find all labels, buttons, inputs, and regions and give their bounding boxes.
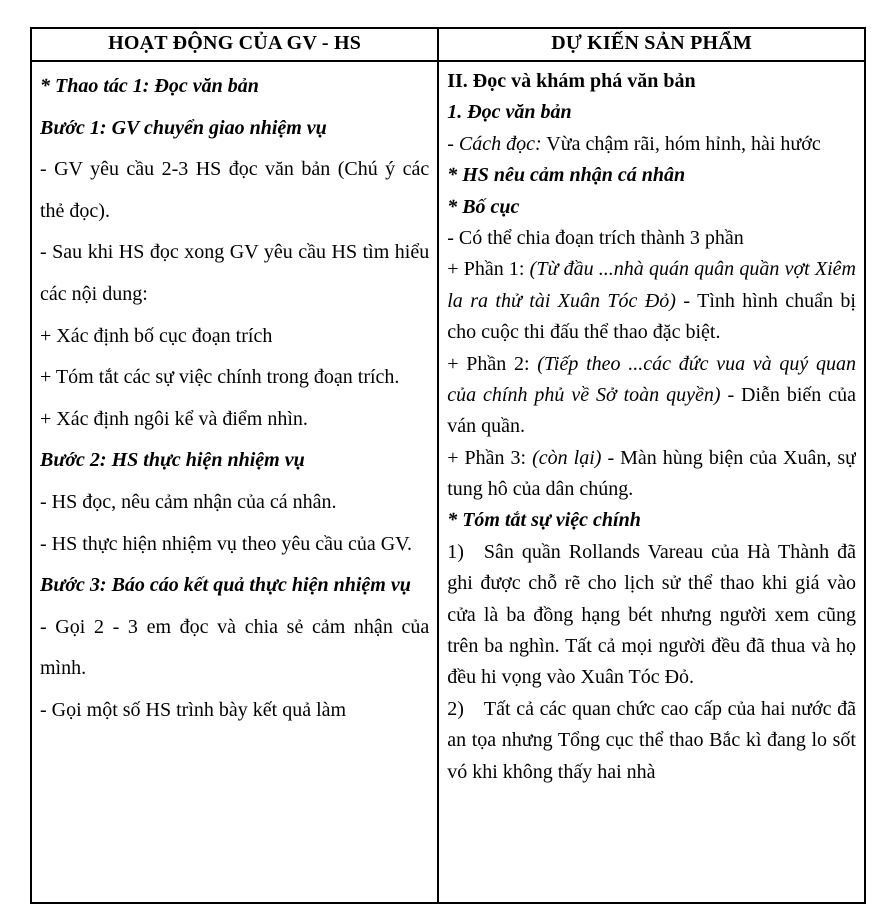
text-run: * HS nêu cảm nhận cá nhân	[447, 164, 686, 187]
paragraph	[40, 399, 429, 441]
text-run: - Gọi một số HS trình bày kết quả làm	[40, 698, 347, 721]
text-run: 1) Sân quần Rollands Vareau của Hà Thành đã ghi được chỗ rẽ cho lịch sử thể thao khi giá vào cửa là ba đồng hạng bét nhưng người xem cũng trên ba nghìn. Tất cả mọi người đều đã thua và họ đều hi vọng vào Xuân Tóc Đỏ.	[447, 540, 856, 689]
text-run: Bước 2: HS thực hiện nhiệm vụ	[40, 449, 305, 472]
paragraph	[40, 108, 429, 150]
text-run: (Từ đầu ...nhà quán quân quần vợt Xiêm la ra thử tài Xuân Tóc Đỏ)	[447, 258, 856, 312]
text-run: + Tóm tắt các sự việc chính trong đoạn trích.	[40, 366, 400, 389]
text-run: + Xác định bố cục đoạn trích	[40, 324, 273, 347]
text-run: - GV yêu cầu 2-3 HS đọc văn bản (Chú ý các thẻ đọc).	[40, 158, 430, 222]
paragraph	[40, 149, 429, 232]
text-run: + Phần 2:	[447, 352, 538, 375]
text-run: * Bố cục	[447, 195, 520, 218]
text-run: - Có thể chia đoạn trích thành 3 phần	[447, 226, 744, 249]
text-run: - Gọi 2 - 3 em đọc và chia sẻ cảm nhận của mình.	[40, 615, 430, 680]
paragraph	[447, 223, 856, 254]
table-body	[31, 61, 865, 903]
text-run: -	[447, 132, 459, 155]
text-run: (còn lại)	[532, 446, 602, 469]
text-run: Vừa chậm rãi, hóm hỉnh, hài hước	[541, 132, 821, 155]
paragraph	[447, 66, 856, 97]
text-run: * Thao tác 1: Đọc văn bản	[40, 75, 259, 97]
paragraph	[447, 694, 856, 788]
paragraph	[40, 607, 429, 690]
paragraph	[447, 129, 856, 160]
paragraph	[40, 565, 429, 607]
paragraph	[40, 524, 429, 566]
paragraph	[447, 505, 856, 536]
paragraph	[447, 254, 856, 348]
paragraph	[40, 690, 429, 732]
text-run: - HS đọc, nêu cảm nhận của cá nhân.	[40, 490, 337, 513]
document-page	[30, 27, 866, 904]
text-run: - Diễn biến của ván quần.	[447, 383, 856, 438]
text-run: 2) Tất cả các quan chức cao cấp của hai nước đã an tọa nhưng Tổng cục thể thao Bắc kì đang lo sốt vó khi không thấy hai nhà	[447, 697, 856, 783]
text-run: (Tiếp theo ...các đức vua và quý quan của chính phủ về Sở toàn quyền)	[447, 352, 856, 406]
text-run: - Màn hùng biện của Xuân, sự tung hô của dân chúng.	[447, 446, 856, 501]
lesson-plan-table	[30, 27, 866, 904]
paragraph	[40, 440, 429, 482]
column-header-gv-hs-activities: HOẠT ĐỘNG CỦA GV - HS	[31, 28, 438, 61]
text-run: - Sau khi HS đọc xong GV yêu cầu HS tìm hiểu các nội dung:	[40, 241, 430, 305]
paragraph	[40, 482, 429, 524]
text-run: Cách đọc:	[458, 132, 542, 155]
text-run: Bước 3: Báo cáo kết quả thực hiện nhiệm vụ	[40, 574, 411, 597]
text-run: + Phần 3:	[447, 446, 533, 469]
text-run: Bước 1: GV chuyển giao nhiệm vụ	[40, 116, 327, 139]
paragraph	[447, 349, 856, 443]
paragraph	[40, 66, 429, 108]
text-run: 1. Đọc văn bản	[447, 101, 572, 124]
text-run: II. Đọc và khám phá văn bản	[447, 70, 696, 92]
paragraph	[447, 443, 856, 506]
column-header-expected-products: DỰ KIẾN SẢN PHẨM	[438, 28, 865, 61]
paragraph	[447, 192, 856, 223]
text-run: - HS thực hiện nhiệm vụ theo yêu cầu của GV.	[40, 532, 413, 555]
gv-hs-activities-cell	[31, 61, 438, 903]
paragraph	[40, 357, 429, 399]
text-run: * Tóm tắt sự việc chính	[447, 509, 641, 532]
paragraph	[447, 160, 856, 191]
gv-hs-activities-content	[40, 66, 429, 902]
text-run: - Tình hình chuẩn bị cho cuộc thi đấu thể thao đặc biệt.	[447, 289, 856, 344]
text-run: + Phần 1:	[447, 258, 530, 281]
paragraph	[447, 97, 856, 128]
text-run: + Xác định ngôi kể và điểm nhìn.	[40, 407, 308, 430]
expected-products-content	[447, 66, 856, 902]
paragraph	[40, 232, 429, 315]
expected-products-cell	[438, 61, 865, 903]
paragraph	[447, 537, 856, 694]
table-header-row	[31, 28, 865, 61]
paragraph	[40, 316, 429, 358]
